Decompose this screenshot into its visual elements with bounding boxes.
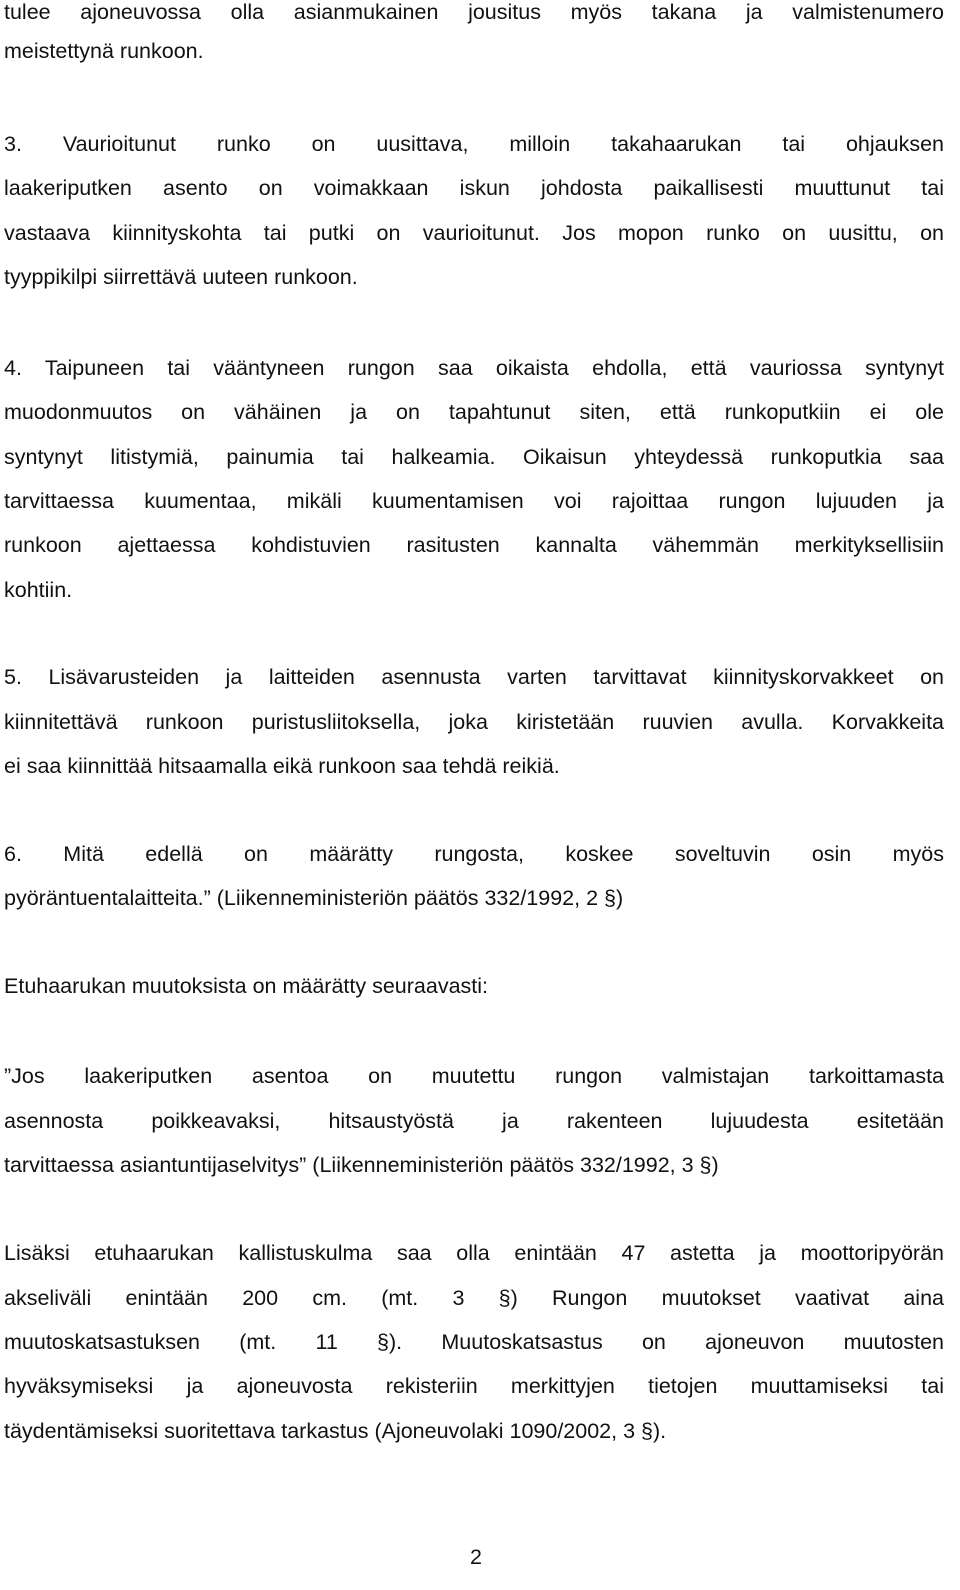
text-line: täydentämiseksi suoritettava tarkastus (Ajoneuvolaki 1090/2002, 3 §).	[4, 1419, 667, 1443]
text-line: muodonmuutos on vähäinen ja on tapahtunut siten, että runkoputkiin ei ole	[4, 400, 944, 424]
text-line: ei saa kiinnittää hitsaamalla eikä runkoon saa tehdä reikiä.	[4, 754, 560, 778]
text-line: ”Jos laakeriputken asentoa on muutettu rungon valmistajan tarkoittamasta	[4, 1064, 944, 1088]
text-line: tarvittaessa asiantuntijaselvitys” (Liikenneministeriön päätös 332/1992, 3 §)	[4, 1153, 719, 1177]
text-line: Lisäksi etuhaarukan kallistuskulma saa olla enintään 47 astetta ja moottoripyörän	[4, 1241, 944, 1265]
page-number: 2	[470, 1545, 482, 1569]
text-line: meistettynä runkoon.	[4, 39, 204, 63]
text-line: Etuhaarukan muutoksista on määrätty seuraavasti:	[4, 974, 489, 998]
text-line: 6. Mitä edellä on määrätty rungosta, koskee soveltuvin osin myös	[4, 842, 944, 866]
text-line: laakeriputken asento on voimakkaan iskun johdosta paikallisesti muuttunut tai	[4, 176, 944, 200]
text-line: syntynyt litistymiä, painumia tai halkeamia. Oikaisun yhteydessä runkoputkia saa	[4, 445, 944, 469]
text-line: tyyppikilpi siirrettävä uuteen runkoon.	[4, 265, 358, 289]
text-line: tulee ajoneuvossa olla asianmukainen jousitus myös takana ja valmistenumero	[4, 0, 944, 24]
text-line: 3. Vaurioitunut runko on uusittava, milloin takahaarukan tai ohjauksen	[4, 132, 944, 156]
text-line: kohtiin.	[4, 578, 73, 602]
text-line: muutoskatsastuksen (mt. 11 §). Muutoskatsastus on ajoneuvon muutosten	[4, 1330, 944, 1354]
text-line: vastaava kiinnityskohta tai putki on vaurioitunut. Jos mopon runko on uusittu, on	[4, 221, 944, 245]
text-line: akseliväli enintään 200 cm. (mt. 3 §) Rungon muutokset vaativat aina	[4, 1286, 944, 1310]
text-line: tarvittaessa kuumentaa, mikäli kuumentamisen voi rajoittaa rungon lujuuden ja	[4, 489, 944, 513]
text-line: kiinnitettävä runkoon puristusliitoksella, joka kiristetään ruuvien avulla. Korvakkeita	[4, 710, 944, 734]
text-line: 5. Lisävarusteiden ja laitteiden asennusta varten tarvittavat kiinnityskorvakkeet on	[4, 665, 944, 689]
text-line: pyöräntuentalaitteita.” (Liikenneministeriön päätös 332/1992, 2 §)	[4, 886, 624, 910]
text-line: hyväksymiseksi ja ajoneuvosta rekisteriin merkittyjen tietojen muuttamiseksi tai	[4, 1374, 944, 1398]
text-line: runkoon ajettaessa kohdistuvien rasitusten kannalta vähemmän merkityksellisiin	[4, 533, 944, 557]
text-line: asennosta poikkeavaksi, hitsaustyöstä ja rakenteen lujuudesta esitetään	[4, 1109, 944, 1133]
text-line: 4. Taipuneen tai vääntyneen rungon saa oikaista ehdolla, että vauriossa syntynyt	[4, 356, 944, 380]
